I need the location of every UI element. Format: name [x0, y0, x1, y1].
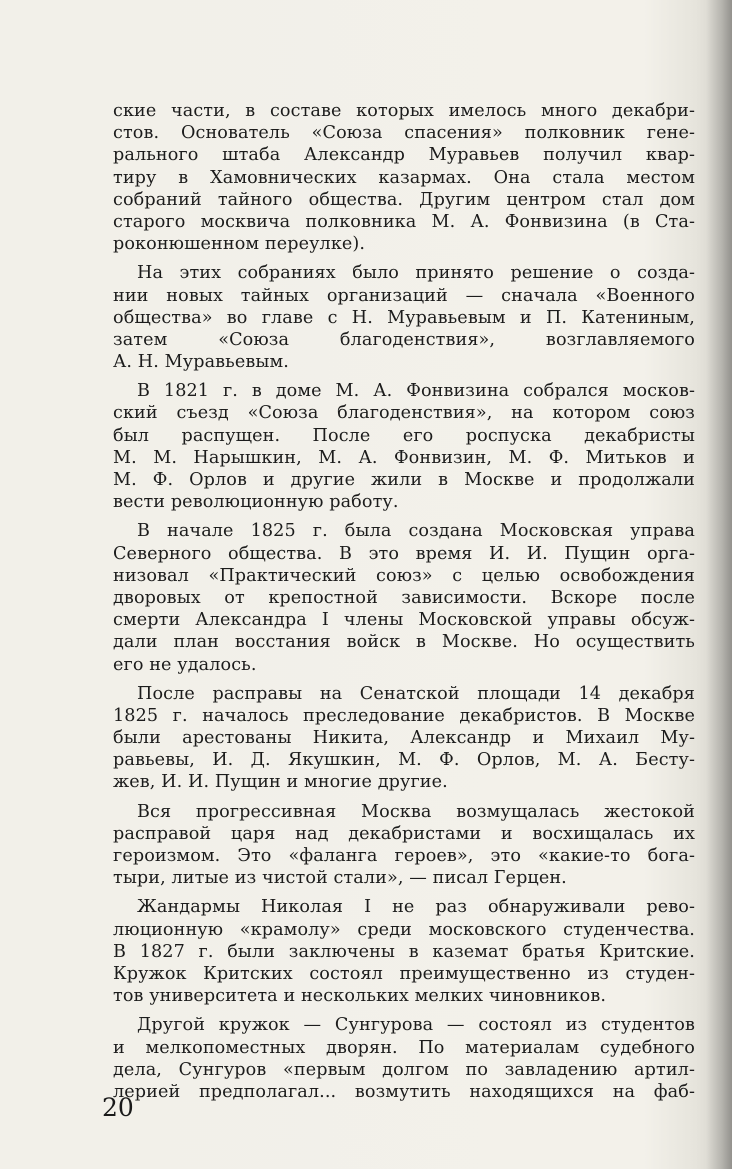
text-line: На этих собраниях было принято решение о созда-	[137, 263, 695, 284]
text-line: расправой царя над декабристами и восхищалась их	[113, 823, 695, 844]
text-line: вести революционную работу.	[113, 492, 399, 513]
paragraph-gap	[113, 513, 695, 520]
text-line: его не удалось.	[113, 654, 257, 675]
paragraph	[113, 380, 695, 513]
text-line: М. М. Нарышкин, М. А. Фонвизин, М. Ф. Митьков и	[113, 447, 695, 468]
text-line: ские части, в составе которых имелось много декабри-	[113, 101, 695, 121]
text-line: нии новых тайных организаций — сначала «Военного	[113, 285, 695, 306]
text-line: тыри, литые из чистой стали», — писал Герцен.	[113, 868, 567, 889]
text-line: Жандармы Николая I не раз обнаруживали рево-	[137, 897, 695, 918]
text-line: В начале 1825 г. была создана Московская управа	[137, 521, 695, 542]
page-spine-shadow	[706, 0, 732, 1169]
text-line: был распущен. После его роспуска декабристы	[113, 425, 695, 446]
text-line: собраний тайного общества. Другим центром стал дом	[113, 189, 695, 210]
text-line: смерти Александра I члены Московской управы обсуж-	[113, 610, 695, 631]
text-line: Кружок Критских состоял преимущественно из студен-	[113, 963, 695, 984]
text-line: жев, И. И. Пущин и многие другие.	[113, 772, 448, 793]
text-line: рального штаба Александр Муравьев получил квар-	[113, 145, 695, 166]
paragraph	[113, 801, 695, 890]
paragraph-gap	[113, 889, 695, 896]
paragraph	[113, 262, 695, 373]
text-line: старого москвича полковника М. А. Фонвизина (в Ста-	[113, 211, 695, 232]
text-line: общества» во главе с Н. Муравьевым и П. Катениным,	[113, 307, 695, 328]
text-line: Северного общества. В это время И. И. Пущин орга-	[113, 543, 695, 564]
text-line: Вся прогрессивная Москва возмущалась жестокой	[137, 801, 695, 822]
paragraph	[113, 896, 695, 1007]
text-line: затем «Союза благоденствия», возглавляемого	[113, 329, 695, 350]
text-line: ский съезд «Союза благоденствия», на котором союз	[113, 403, 695, 424]
page-number: 20	[102, 1093, 134, 1122]
text-line: 1825 г. началось преследование декабристов. В Москве	[113, 705, 695, 726]
text-line: В 1821 г. в доме М. А. Фонвизина собрался москов-	[137, 381, 695, 402]
text-line: лерией предполагал... возмутить находящихся на фаб-	[113, 1081, 695, 1102]
text-line: Другой кружок — Сунгурова — состоял из студентов	[137, 1015, 695, 1036]
paragraph	[113, 683, 695, 794]
text-line: дела, Сунгуров «первым долгом по завладению артил-	[113, 1059, 695, 1080]
paragraph-gap	[113, 676, 695, 683]
text-line: равьевы, И. Д. Якушкин, М. Ф. Орлов, М. А. Бесту-	[113, 750, 695, 771]
text-line: После расправы на Сенатской площади 14 декабря	[137, 683, 695, 704]
paragraph-gap	[113, 794, 695, 801]
text-line: А. Н. Муравьевым.	[113, 352, 289, 373]
text-line: и мелкопоместных дворян. По материалам судебного	[113, 1037, 695, 1058]
paragraph-gap	[113, 255, 695, 262]
text-line: стов. Основатель «Союза спасения» полковник гене-	[113, 123, 695, 144]
text-line: дворовых от крепостной зависимости. Вскоре после	[113, 587, 695, 608]
text-line: героизмом. Это «фаланга героев», это «какие-то бога-	[113, 846, 695, 866]
text-line: М. Ф. Орлов и другие жили в Москве и продолжали	[113, 470, 695, 490]
text-line: тиру в Хамовнических казармах. Она стала местом	[113, 167, 695, 188]
text-line: роконюшенном переулке).	[113, 234, 366, 255]
body-text	[113, 100, 695, 1103]
paragraph	[113, 520, 695, 675]
paragraph	[113, 1014, 695, 1103]
text-line: дали план восстания войск в Москве. Но осуществить	[113, 632, 695, 653]
paragraph-gap	[113, 1007, 695, 1014]
text-line: В 1827 г. были заключены в каземат братья Критские.	[113, 941, 695, 962]
text-line: люционную «крамолу» среди московского студенчества.	[113, 919, 695, 940]
paragraph-gap	[113, 373, 695, 380]
paragraph	[113, 100, 695, 255]
text-line: тов университета и нескольких мелких чиновников.	[113, 986, 607, 1007]
text-line: были арестованы Никита, Александр и Михаил Му-	[113, 728, 695, 749]
text-line: низовал «Практический союз» с целью освобождения	[113, 565, 695, 586]
